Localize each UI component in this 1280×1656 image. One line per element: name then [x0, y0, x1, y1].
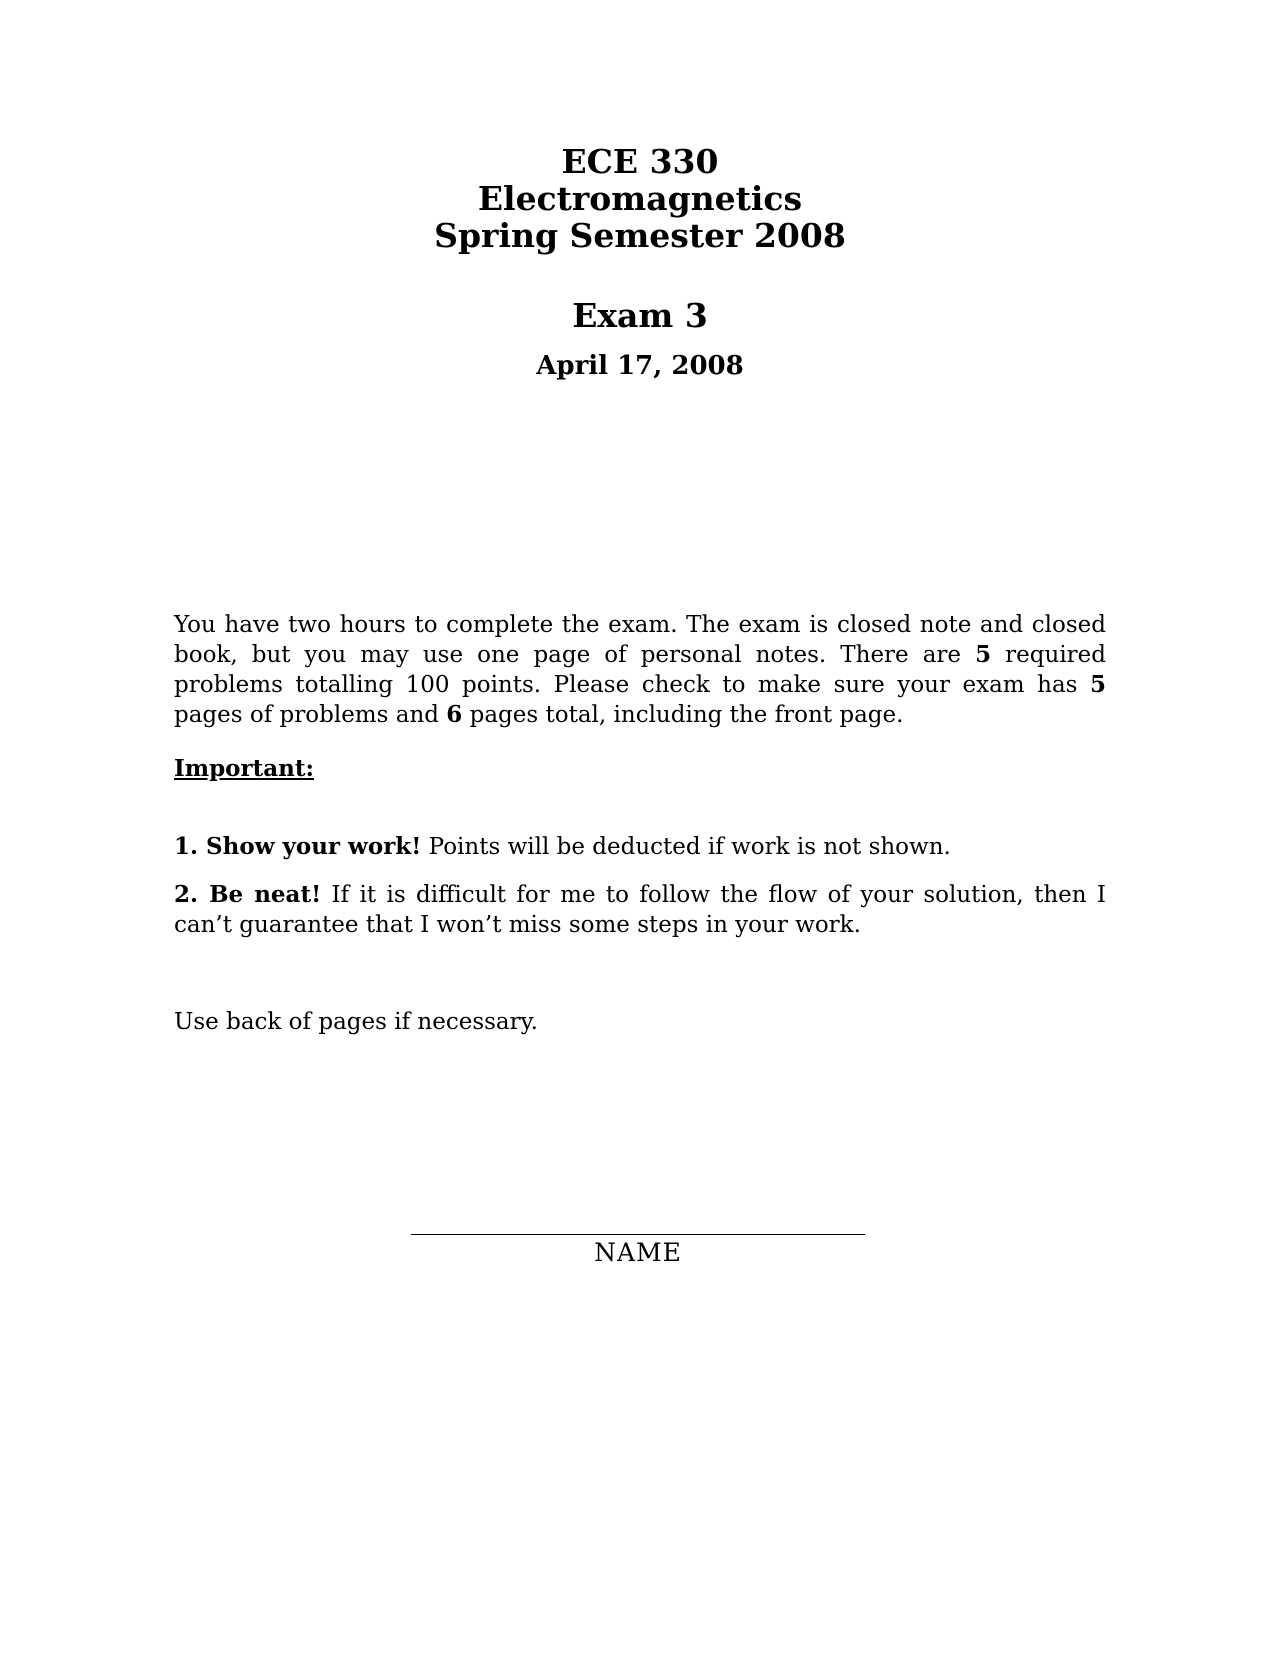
rule2-text: If it is difficult for me to follow the flow of your solution, then I can’t guarantee that I won’t miss some steps in your work. [174, 882, 1106, 938]
problem-pages-count: 5 [1089, 671, 1106, 698]
rule1-text: Points will be deducted if work is not shown. [421, 834, 951, 860]
course-name: Electromagnetics [477, 179, 803, 218]
intro-text-2: required problems totalling 100 points. Please check to make sure your exam has [174, 642, 1107, 698]
important-heading: Important: [174, 755, 314, 782]
intro-text-4: pages total, including the front page. [462, 702, 904, 728]
rule-show-work [174, 832, 1106, 862]
intro-paragraph [174, 610, 1106, 730]
name-signature-line[interactable] [411, 1234, 865, 1235]
rule1-label: 1. Show your work! [174, 833, 422, 860]
exam-title: Exam 3 [572, 296, 708, 335]
course-code: ECE 330 [561, 142, 719, 181]
intro-text-3: pages of problems and [174, 702, 447, 728]
course-header [0, 143, 1280, 254]
rule2-label: 2. Be neat! [174, 881, 322, 908]
name-label: NAME [594, 1238, 682, 1267]
semester: Spring Semester 2008 [434, 216, 846, 255]
required-problems-count: 5 [975, 641, 992, 668]
back-of-pages-note: Use back of pages if necessary. [174, 1009, 538, 1035]
total-pages-count: 6 [446, 701, 463, 728]
rule-be-neat [174, 880, 1106, 940]
intro-text-1: You have two hours to complete the exam. The exam is closed note and closed book, but you may use one page of personal notes. There are [174, 612, 1106, 668]
exam-date: April 17, 2008 [536, 351, 744, 381]
